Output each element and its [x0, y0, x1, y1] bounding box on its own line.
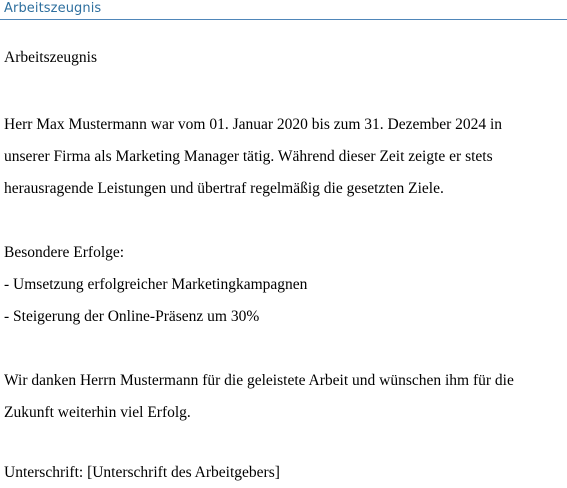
paragraph-1-line-3: herausragende Leistungen und übertraf regelmäßig die gesetzten Ziele. — [4, 180, 444, 197]
paragraph-1-line-1: Herr Max Mustermann war vom 01. Januar 2020 bis zum 31. Dezember 2024 in — [4, 116, 503, 133]
header-title: Arbeitszeugnis — [4, 1, 102, 16]
paragraph-2-line-1: Wir danken Herrn Mustermann für die geleistete Arbeit und wünschen ihm für die — [4, 372, 514, 389]
signature-line: Unterschrift: [Unterschrift des Arbeitgebers] — [4, 464, 280, 481]
document-title: Arbeitszeugnis — [4, 49, 97, 66]
achievements-heading: Besondere Erfolge: — [4, 244, 125, 261]
achievement-item-1: - Umsetzung erfolgreicher Marketingkampagnen — [4, 276, 308, 293]
achievement-item-2: - Steigerung der Online-Präsenz um 30% — [4, 308, 260, 325]
paragraph-1-line-2: unserer Firma als Marketing Manager tätig. Während dieser Zeit zeigte er stets — [4, 148, 493, 165]
header-divider — [0, 19, 567, 20]
document-header — [0, 0, 567, 21]
paragraph-2-line-2: Zukunft weiterhin viel Erfolg. — [4, 404, 191, 421]
